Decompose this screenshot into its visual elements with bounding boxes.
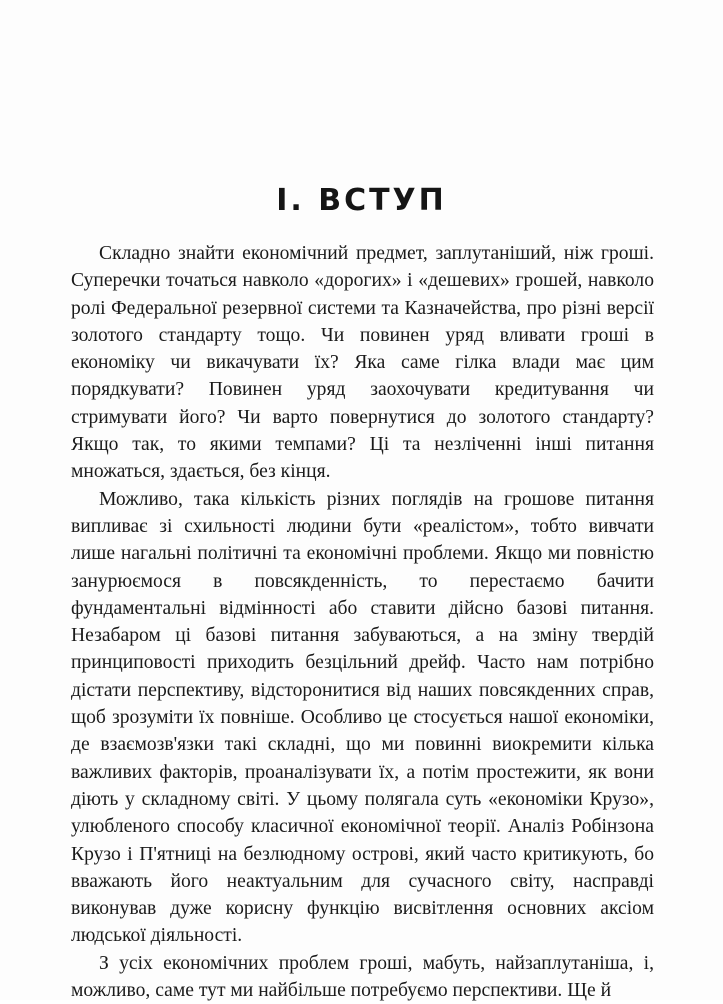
chapter-title: I. ВСТУП <box>276 183 447 218</box>
paragraph-1: Складно знайти економічний предмет, заплутаніший, ніж гроші. Суперечки точаться навколо «дорогих» і «дешевих» грошей, навколо ролі Федеральної резервної системи та Казначейства, про різні версії золотого стандарту тощо. Чи повинен уряд вливати гроші в економіку чи викачувати їх? Яка саме гілка влади має цим порядкувати? Повинен уряд заохочувати кредитування чи стримувати його? Чи варто повернутися до золотого стандарту? Якщо так, то якими темпами? Ці та незліченні інші питання множаться, здається, без кінця. <box>71 243 654 483</box>
body-text <box>71 240 654 1004</box>
paragraph-3: З усіх економічних проблем гроші, мабуть, найзаплутаніша, і, можливо, саме тут ми найбільше потребуємо перспективи. Ще й <box>71 952 654 1002</box>
paragraph-2: Можливо, така кількість різних поглядів на грошове питання випливає зі схильності людини бути «реалістом», тобто вивчати лише нагальні політичні та економічні проблеми. Якщо ми повністю занурюємося в повсякденність, то перестаємо бачити фундаментальні відмінності або ставити дійсно базові питання. Незабаром ці базові питання забуваються, а на зміну твердій принциповості приходить безцільний дрейф. Часто нам потрібно дістати перспективу, відсторонитися від наших повсякденних справ, щоб зрозуміти їх повніше. Особливо це стосується нашої економіки, де взаємозв'язки такі складні, що ми повинні виокремити кілька важливих факторів, проаналізувати їх, а потім простежити, як вони діють у складному світі. У цьому полягала суть «економіки Крузо», улюбленого способу класичної економічної теорії. Аналіз Робінзона Крузо і П'ятниці на безлюдному острові, який часто критикують, бо вважають його неактуальним для сучасного світу, насправді виконував дуже корисну функцію висвітлення основних аксіом людської діяльності. <box>71 488 654 947</box>
